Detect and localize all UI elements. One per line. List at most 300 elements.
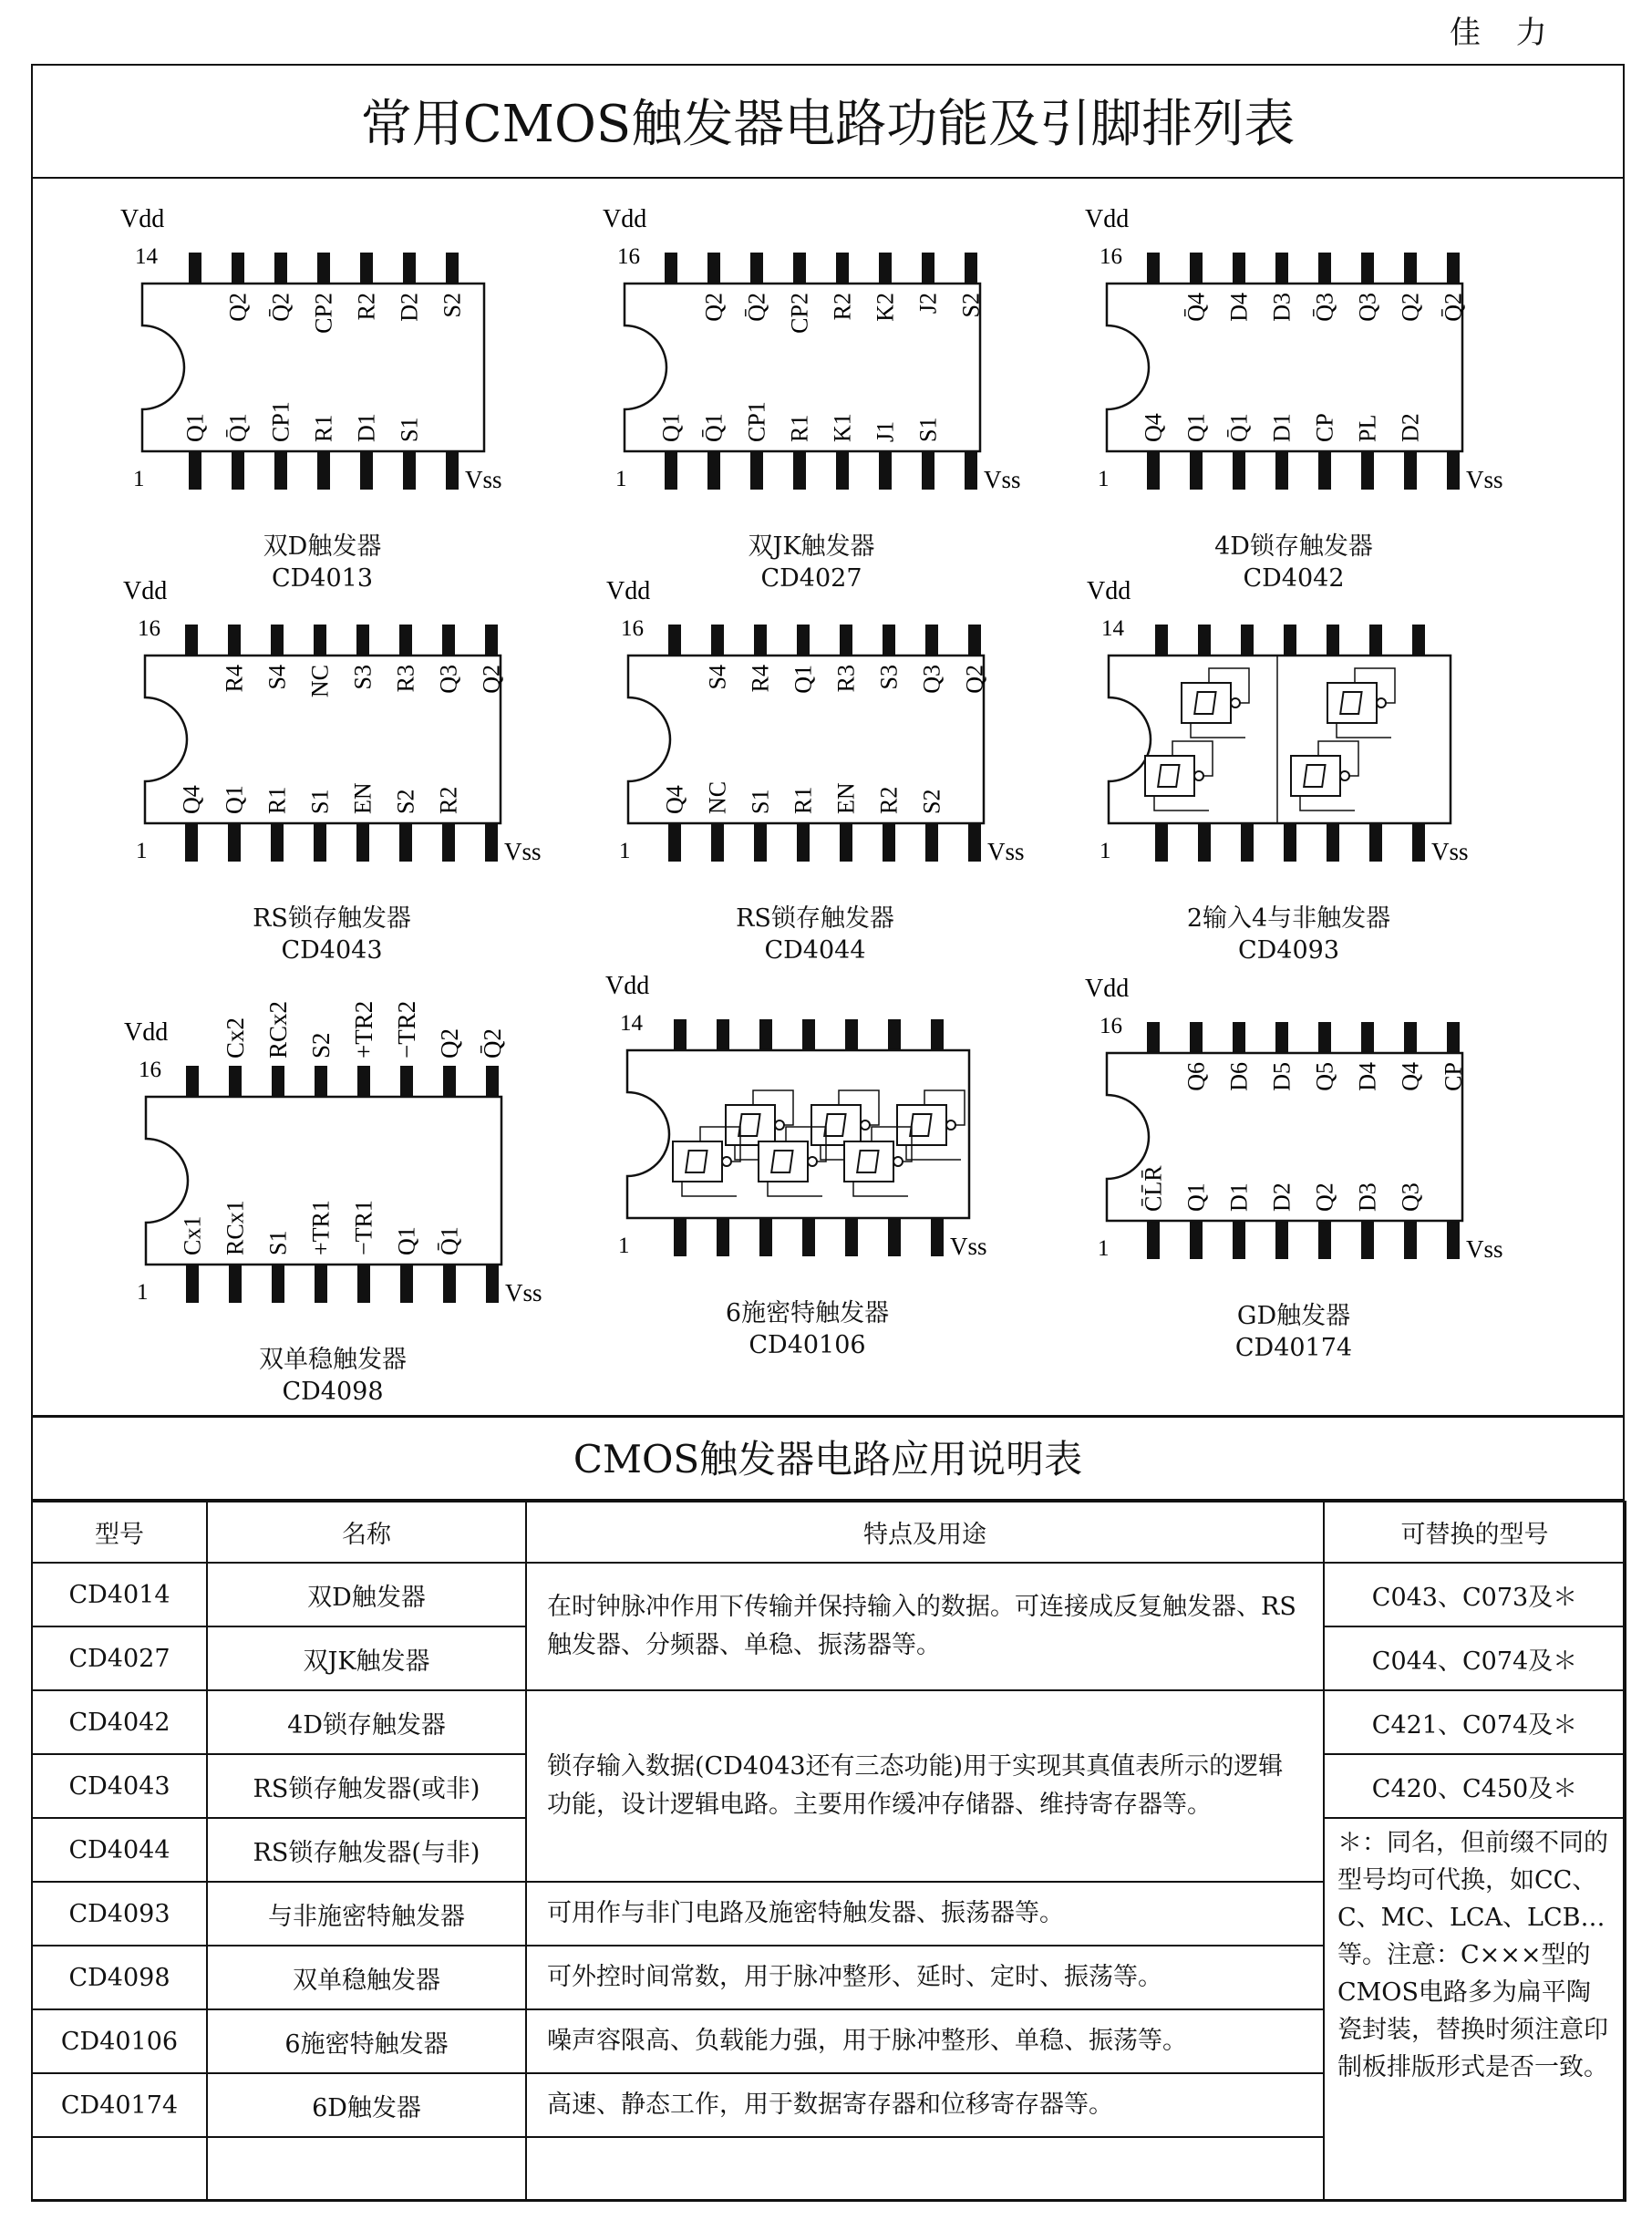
pin-top xyxy=(750,253,763,284)
pin-bottom xyxy=(1412,823,1425,862)
pin-bottom xyxy=(750,451,763,490)
chip-code: CD4093 xyxy=(1237,936,1340,965)
pin-bottom xyxy=(1361,1221,1374,1259)
pin-top xyxy=(1147,253,1160,284)
pin-top xyxy=(931,1019,944,1050)
model-cell: CD4098 xyxy=(32,1946,207,2009)
pin-top xyxy=(797,625,810,656)
pin-label: Q̄1 xyxy=(1225,413,1253,442)
chip-diagram-cd40106 xyxy=(573,904,1079,1300)
chip-name: RS锁存触发器 xyxy=(253,904,411,933)
pin-label: EN xyxy=(832,782,860,814)
pin-number-high: 16 xyxy=(139,1058,161,1082)
pin-label: Q2 xyxy=(1397,293,1424,322)
pin-top xyxy=(357,1066,370,1097)
pin-bottom xyxy=(399,823,412,862)
pin-bottom xyxy=(1190,1221,1203,1259)
pin-label: R1 xyxy=(310,414,337,442)
pin-bottom xyxy=(836,451,849,490)
pin-top xyxy=(879,253,892,284)
pin-bottom xyxy=(485,823,498,862)
pin-label: −TR2 xyxy=(393,1000,420,1058)
pin-top xyxy=(274,253,287,284)
pin-top xyxy=(442,625,455,656)
replacement-cell: C044、C074及＊ xyxy=(1324,1626,1626,1690)
pin-top xyxy=(1155,625,1168,656)
pin-label: Q1 xyxy=(221,785,248,814)
pin-top xyxy=(314,625,326,656)
pin-label: R1 xyxy=(790,786,817,814)
pin-bottom xyxy=(879,451,892,490)
pin-top xyxy=(888,1019,901,1050)
vdd-label: Vdd xyxy=(606,577,651,605)
pin-label: Cx2 xyxy=(222,1017,249,1058)
name-cell: RS锁存触发器(与非) xyxy=(207,1818,526,1882)
pin-bottom xyxy=(931,1218,944,1256)
pin-number-low: 1 xyxy=(1098,467,1110,491)
chip-code: CD4043 xyxy=(281,936,383,965)
pin-label: Q1 xyxy=(1182,1182,1210,1212)
pin-label: R4 xyxy=(747,665,774,693)
chip-diagram-cd40174 xyxy=(1052,907,1572,1303)
pin-label: Q3 xyxy=(435,665,462,694)
chip-name: 4D锁存触发器 xyxy=(1214,532,1373,561)
chip-diagram-cd4027 xyxy=(570,138,1089,533)
pin-label: D1 xyxy=(1268,413,1296,442)
pin-number-low: 1 xyxy=(137,1280,149,1305)
pin-top xyxy=(360,253,373,284)
pin-bottom xyxy=(1327,823,1339,862)
pin-top xyxy=(403,253,416,284)
chip-diagram-cd4042 xyxy=(1052,138,1572,533)
pin-label: S2 xyxy=(307,1032,335,1058)
pin-number-low: 1 xyxy=(133,467,145,491)
pin-bottom xyxy=(403,451,416,490)
pin-top xyxy=(925,625,938,656)
vss-label: Vss xyxy=(984,466,1021,493)
pin-label: Q1 xyxy=(181,413,209,442)
pin-label: D2 xyxy=(396,293,423,322)
pin-top xyxy=(356,625,369,656)
model-cell: CD40174 xyxy=(32,2073,207,2137)
pin-top xyxy=(1318,1022,1331,1053)
pin-label: C̄L̄R̄ xyxy=(1140,1165,1167,1212)
pin-label: S2 xyxy=(439,293,466,318)
pin-label: EN xyxy=(349,782,377,814)
pin-label: Q1 xyxy=(790,665,817,694)
pin-top xyxy=(1198,625,1211,656)
pin-top xyxy=(707,253,720,284)
pin-label: D3 xyxy=(1268,293,1296,322)
pin-bottom xyxy=(1284,823,1296,862)
pin-label: CP xyxy=(1440,1062,1467,1091)
pin-label: +TR1 xyxy=(307,1200,335,1255)
pin-bottom xyxy=(802,1218,815,1256)
pin-bottom xyxy=(271,823,284,862)
pin-bottom xyxy=(754,823,767,862)
pin-label: S2 xyxy=(392,789,419,814)
pin-label: Q1 xyxy=(657,413,685,442)
model-cell: CD4093 xyxy=(32,1882,207,1946)
pin-top xyxy=(1404,1022,1417,1053)
pin-label: R2 xyxy=(875,786,903,814)
pin-bottom xyxy=(272,1265,284,1303)
pin-label: Q̄1 xyxy=(436,1226,463,1255)
pin-label: Q̄1 xyxy=(224,413,252,442)
pin-top xyxy=(1327,625,1339,656)
pin-top xyxy=(1275,1022,1288,1053)
pin-top xyxy=(1447,253,1460,284)
feature-cell: 可用作与非门电路及施密特触发器、振荡器等。 xyxy=(526,1882,1324,1946)
pin-bottom xyxy=(228,823,241,862)
author-name: 佳 力 xyxy=(1450,15,1560,51)
pin-label: Q2 xyxy=(1311,1182,1338,1212)
pin-bottom xyxy=(442,823,455,862)
pin-label: NC xyxy=(306,665,334,698)
pin-label: Q4 xyxy=(1397,1062,1424,1091)
pin-label: S1 xyxy=(264,1230,292,1255)
pin-label: Cx1 xyxy=(179,1215,206,1255)
pin-label: Q2 xyxy=(224,293,252,322)
chip-name: 双单稳触发器 xyxy=(259,1346,407,1374)
application-table xyxy=(31,1501,1626,2202)
pin-label: S3 xyxy=(875,665,903,690)
pin-top xyxy=(317,253,330,284)
pin-bottom xyxy=(1147,451,1160,490)
vss-label: Vss xyxy=(950,1233,987,1260)
empty-cell xyxy=(32,2137,207,2201)
pin-label: D4 xyxy=(1354,1062,1381,1091)
pin-bottom xyxy=(1275,451,1288,490)
pin-bottom xyxy=(1233,1221,1245,1259)
pin-top xyxy=(840,625,852,656)
table-title: CMOS触发器电路应用说明表 xyxy=(31,1415,1625,1501)
pin-label: D6 xyxy=(1225,1062,1253,1091)
pin-label: Q̄2 xyxy=(743,293,770,322)
pin-top xyxy=(922,253,934,284)
chip-code: CD4042 xyxy=(1243,564,1345,593)
pin-bottom xyxy=(232,451,244,490)
pin-number-low: 1 xyxy=(619,839,631,863)
empty-cell xyxy=(526,2137,1324,2201)
pin-label: S1 xyxy=(396,417,423,442)
chip-code: CD4044 xyxy=(764,936,866,965)
vss-label: Vss xyxy=(504,838,542,865)
replacement-note: ＊：同名，但前缀不同的型号均可代换，如CC、C、MC、LCA、LCB…等。注意：C×××型的CMOS电路多为扁平陶瓷封装，替换时须注意印制板排版形式是否一致。 xyxy=(1324,1818,1626,2201)
pin-bottom xyxy=(1361,451,1374,490)
vss-label: Vss xyxy=(1466,466,1503,493)
pin-top xyxy=(485,625,498,656)
chip-code: CD40174 xyxy=(1234,1334,1353,1362)
pin-top xyxy=(836,253,849,284)
vdd-label: Vdd xyxy=(124,1018,169,1047)
pin-label: R3 xyxy=(832,665,860,693)
pin-top xyxy=(1369,625,1382,656)
pin-bottom xyxy=(1447,451,1460,490)
pin-bottom xyxy=(665,451,677,490)
pin-top xyxy=(1275,253,1288,284)
pin-bottom xyxy=(314,823,326,862)
model-cell: CD4014 xyxy=(32,1563,207,1626)
pin-label: Q1 xyxy=(393,1226,420,1255)
pin-number-high: 16 xyxy=(621,616,644,641)
pin-top xyxy=(1412,625,1425,656)
pin-number-low: 1 xyxy=(1100,839,1111,863)
pin-label: CP xyxy=(1311,413,1338,442)
pin-bottom xyxy=(1318,1221,1331,1259)
vss-label: Vss xyxy=(505,1279,542,1306)
chip-code: CD4027 xyxy=(760,564,862,593)
pin-label: Q6 xyxy=(1182,1062,1210,1091)
chip-name: 2输入4与非触发器 xyxy=(1186,904,1391,933)
name-cell: 6施密特触发器 xyxy=(207,2009,526,2073)
pin-label: Q3 xyxy=(918,665,945,694)
pin-top xyxy=(1318,253,1331,284)
pin-label: Q4 xyxy=(178,785,205,814)
pin-number-high: 16 xyxy=(617,244,640,269)
pin-bottom xyxy=(759,1218,772,1256)
pin-label: R2 xyxy=(353,293,380,321)
pin-label: Q̄4 xyxy=(1182,293,1210,322)
pin-number-low: 1 xyxy=(136,839,148,863)
header-name: 名称 xyxy=(207,1502,526,1563)
pin-top xyxy=(399,625,412,656)
pin-label: CP2 xyxy=(786,293,813,334)
pin-label: S2 xyxy=(957,293,985,318)
vdd-label: Vdd xyxy=(1085,975,1130,1003)
model-cell: CD4043 xyxy=(32,1754,207,1818)
pin-top xyxy=(272,1066,284,1097)
vdd-label: Vdd xyxy=(603,205,647,233)
pin-top xyxy=(883,625,895,656)
pin-bottom xyxy=(1404,451,1417,490)
pin-number-high: 14 xyxy=(1101,616,1124,641)
pin-number-high: 14 xyxy=(620,1011,643,1036)
vdd-label: Vdd xyxy=(120,205,165,233)
pin-top xyxy=(1361,1022,1374,1053)
pin-top xyxy=(1284,625,1296,656)
pin-top xyxy=(674,1019,687,1050)
feature-cell: 在时钟脉冲作用下传输并保持输入的数据。可连接成反复触发器、RS触发器、分频器、单稳、振荡器等。 xyxy=(526,1563,1324,1690)
chip-diagram-cd4044 xyxy=(573,510,1093,905)
pin-top xyxy=(845,1019,858,1050)
pin-bottom xyxy=(189,451,201,490)
pin-bottom xyxy=(1155,823,1168,862)
pin-top xyxy=(185,625,198,656)
pin-top xyxy=(1447,1022,1460,1053)
pin-label: S1 xyxy=(914,417,942,442)
pin-top xyxy=(965,253,977,284)
pin-bottom xyxy=(922,451,934,490)
pin-bottom xyxy=(443,1265,456,1303)
pin-top xyxy=(400,1066,413,1097)
vss-label: Vss xyxy=(465,466,502,493)
pin-label: R2 xyxy=(829,293,856,321)
pin-label: Q4 xyxy=(1140,413,1167,442)
pin-bottom xyxy=(883,823,895,862)
pin-label: Q2 xyxy=(700,293,728,322)
pin-label: Q̄2 xyxy=(479,1028,506,1058)
pin-label: S1 xyxy=(306,789,334,814)
pin-bottom xyxy=(840,823,852,862)
pin-label: Q3 xyxy=(1354,293,1381,322)
pin-top xyxy=(486,1066,499,1097)
name-cell: 与非施密特触发器 xyxy=(207,1882,526,1946)
pin-label: Q4 xyxy=(661,785,688,814)
pin-label: CP1 xyxy=(267,401,294,442)
header-model: 型号 xyxy=(32,1502,207,1563)
chip-name: GD触发器 xyxy=(1236,1302,1351,1330)
pin-label: R3 xyxy=(392,665,419,693)
table-row xyxy=(32,1563,1626,1626)
pin-top xyxy=(717,1019,729,1050)
pin-label: Q2 xyxy=(961,665,988,694)
pin-number-high: 16 xyxy=(1100,244,1122,269)
pin-label: R1 xyxy=(263,786,291,814)
pin-top xyxy=(228,625,241,656)
pin-bottom xyxy=(356,823,369,862)
vdd-label: Vdd xyxy=(1087,577,1131,605)
pin-bottom xyxy=(797,823,810,862)
pin-label: RCx2 xyxy=(264,1000,292,1058)
pin-label: NC xyxy=(704,780,731,814)
pin-bottom xyxy=(400,1265,413,1303)
pin-top xyxy=(1190,1022,1203,1053)
pin-label: S4 xyxy=(704,665,731,690)
pin-bottom xyxy=(793,451,806,490)
chip-name: 6施密特触发器 xyxy=(725,1299,890,1327)
name-cell: 4D锁存触发器 xyxy=(207,1690,526,1754)
replacement-cell: C420、C450及＊ xyxy=(1324,1754,1626,1818)
chip-body xyxy=(1109,656,1451,823)
pin-bottom xyxy=(315,1265,327,1303)
chip-name: 双D触发器 xyxy=(263,532,382,561)
pin-label: R4 xyxy=(221,665,248,693)
pin-label: K1 xyxy=(829,413,856,442)
header-replacements: 可替换的型号 xyxy=(1324,1502,1626,1563)
pin-label: RCx1 xyxy=(222,1200,249,1255)
pin-top xyxy=(271,625,284,656)
pin-bottom xyxy=(357,1265,370,1303)
pin-label: J2 xyxy=(914,293,942,315)
pin-top xyxy=(229,1066,242,1097)
header-features: 特点及用途 xyxy=(526,1502,1324,1563)
name-cell: 双单稳触发器 xyxy=(207,1946,526,2009)
model-cell: CD4042 xyxy=(32,1690,207,1754)
pin-bottom xyxy=(186,1265,199,1303)
pin-bottom xyxy=(711,823,724,862)
pin-top xyxy=(232,253,244,284)
pin-bottom xyxy=(1198,823,1211,862)
replacement-cell: C421、C074及＊ xyxy=(1324,1690,1626,1754)
pin-label: +TR2 xyxy=(350,1000,377,1058)
feature-cell: 可外控时间常数，用于脉冲整形、延时、定时、振荡等。 xyxy=(526,1946,1324,2009)
pin-bottom xyxy=(1190,451,1203,490)
pin-number-low: 1 xyxy=(615,467,627,491)
pin-bottom xyxy=(274,451,287,490)
pin-bottom xyxy=(1241,823,1254,862)
pin-label: D1 xyxy=(1225,1182,1253,1212)
model-cell: CD4027 xyxy=(32,1626,207,1690)
pin-top xyxy=(186,1066,199,1097)
pin-number-high: 14 xyxy=(135,244,158,269)
pin-top xyxy=(1190,253,1203,284)
name-cell: 双D触发器 xyxy=(207,1563,526,1626)
pin-label: D3 xyxy=(1354,1182,1381,1212)
vss-label: Vss xyxy=(1431,838,1469,865)
pin-label: Q3 xyxy=(1397,1182,1424,1212)
chip-name: 双JK触发器 xyxy=(748,532,875,561)
pin-label: −TR1 xyxy=(350,1200,377,1255)
vss-label: Vss xyxy=(1466,1235,1503,1263)
pin-bottom xyxy=(1404,1221,1417,1259)
pin-number-high: 16 xyxy=(1100,1014,1122,1038)
pin-top xyxy=(1241,625,1254,656)
pin-bottom xyxy=(925,823,938,862)
empty-cell xyxy=(207,2137,526,2201)
pin-label: S1 xyxy=(747,789,774,814)
name-cell: 6D触发器 xyxy=(207,2073,526,2137)
pin-number-high: 16 xyxy=(138,616,160,641)
pin-label: D5 xyxy=(1268,1062,1296,1091)
pin-label: R1 xyxy=(786,414,813,442)
pin-label: K2 xyxy=(872,293,899,322)
pin-label: S3 xyxy=(349,665,377,690)
replacement-cell: C043、C073及＊ xyxy=(1324,1563,1626,1626)
pin-top xyxy=(668,625,681,656)
pin-label: Q̄2 xyxy=(267,293,294,322)
pin-bottom xyxy=(845,1218,858,1256)
pin-label: Q2 xyxy=(478,665,505,694)
feature-cell: 高速、静态工作，用于数据寄存器和位移寄存器等。 xyxy=(526,2073,1324,2137)
pin-bottom xyxy=(674,1218,687,1256)
pin-bottom xyxy=(317,451,330,490)
table-header-row xyxy=(32,1502,1626,1563)
pin-label: CP2 xyxy=(310,293,337,334)
pin-number-low: 1 xyxy=(1098,1236,1110,1261)
feature-cell: 锁存输入数据(CD4043还有三态功能)用于实现其真值表所示的逻辑功能，设计逻辑电路。主要用作缓冲存储器、维持寄存器等。 xyxy=(526,1690,1324,1882)
pin-top xyxy=(802,1019,815,1050)
pin-bottom xyxy=(1369,823,1382,862)
pin-label: D2 xyxy=(1397,413,1424,442)
chip-diagram-cd4013 xyxy=(88,138,594,533)
chip-diagram-cd4093 xyxy=(1054,510,1560,905)
chip-code: CD4098 xyxy=(282,1378,384,1406)
pin-top xyxy=(711,625,724,656)
vdd-label: Vdd xyxy=(1085,205,1130,233)
pin-label: D2 xyxy=(1268,1182,1296,1212)
pin-bottom xyxy=(707,451,720,490)
pin-label: Q5 xyxy=(1311,1062,1338,1091)
pin-top xyxy=(189,253,201,284)
pin-bottom xyxy=(229,1265,242,1303)
pin-bottom xyxy=(1147,1221,1160,1259)
pin-label: Q̄3 xyxy=(1311,293,1338,322)
pin-bottom xyxy=(446,451,459,490)
pin-top xyxy=(754,625,767,656)
pin-bottom xyxy=(1318,451,1331,490)
pin-bottom xyxy=(185,823,198,862)
chip-name: RS锁存触发器 xyxy=(736,904,894,933)
name-cell: RS锁存触发器(或非) xyxy=(207,1754,526,1818)
pin-label: D1 xyxy=(353,413,380,442)
pin-label: S2 xyxy=(918,789,945,814)
pin-label: Q2 xyxy=(436,1028,463,1058)
pin-label: Q1 xyxy=(1182,413,1210,442)
pin-top xyxy=(968,625,981,656)
chip-code: CD4013 xyxy=(271,564,374,593)
pin-number-low: 1 xyxy=(618,1234,630,1258)
